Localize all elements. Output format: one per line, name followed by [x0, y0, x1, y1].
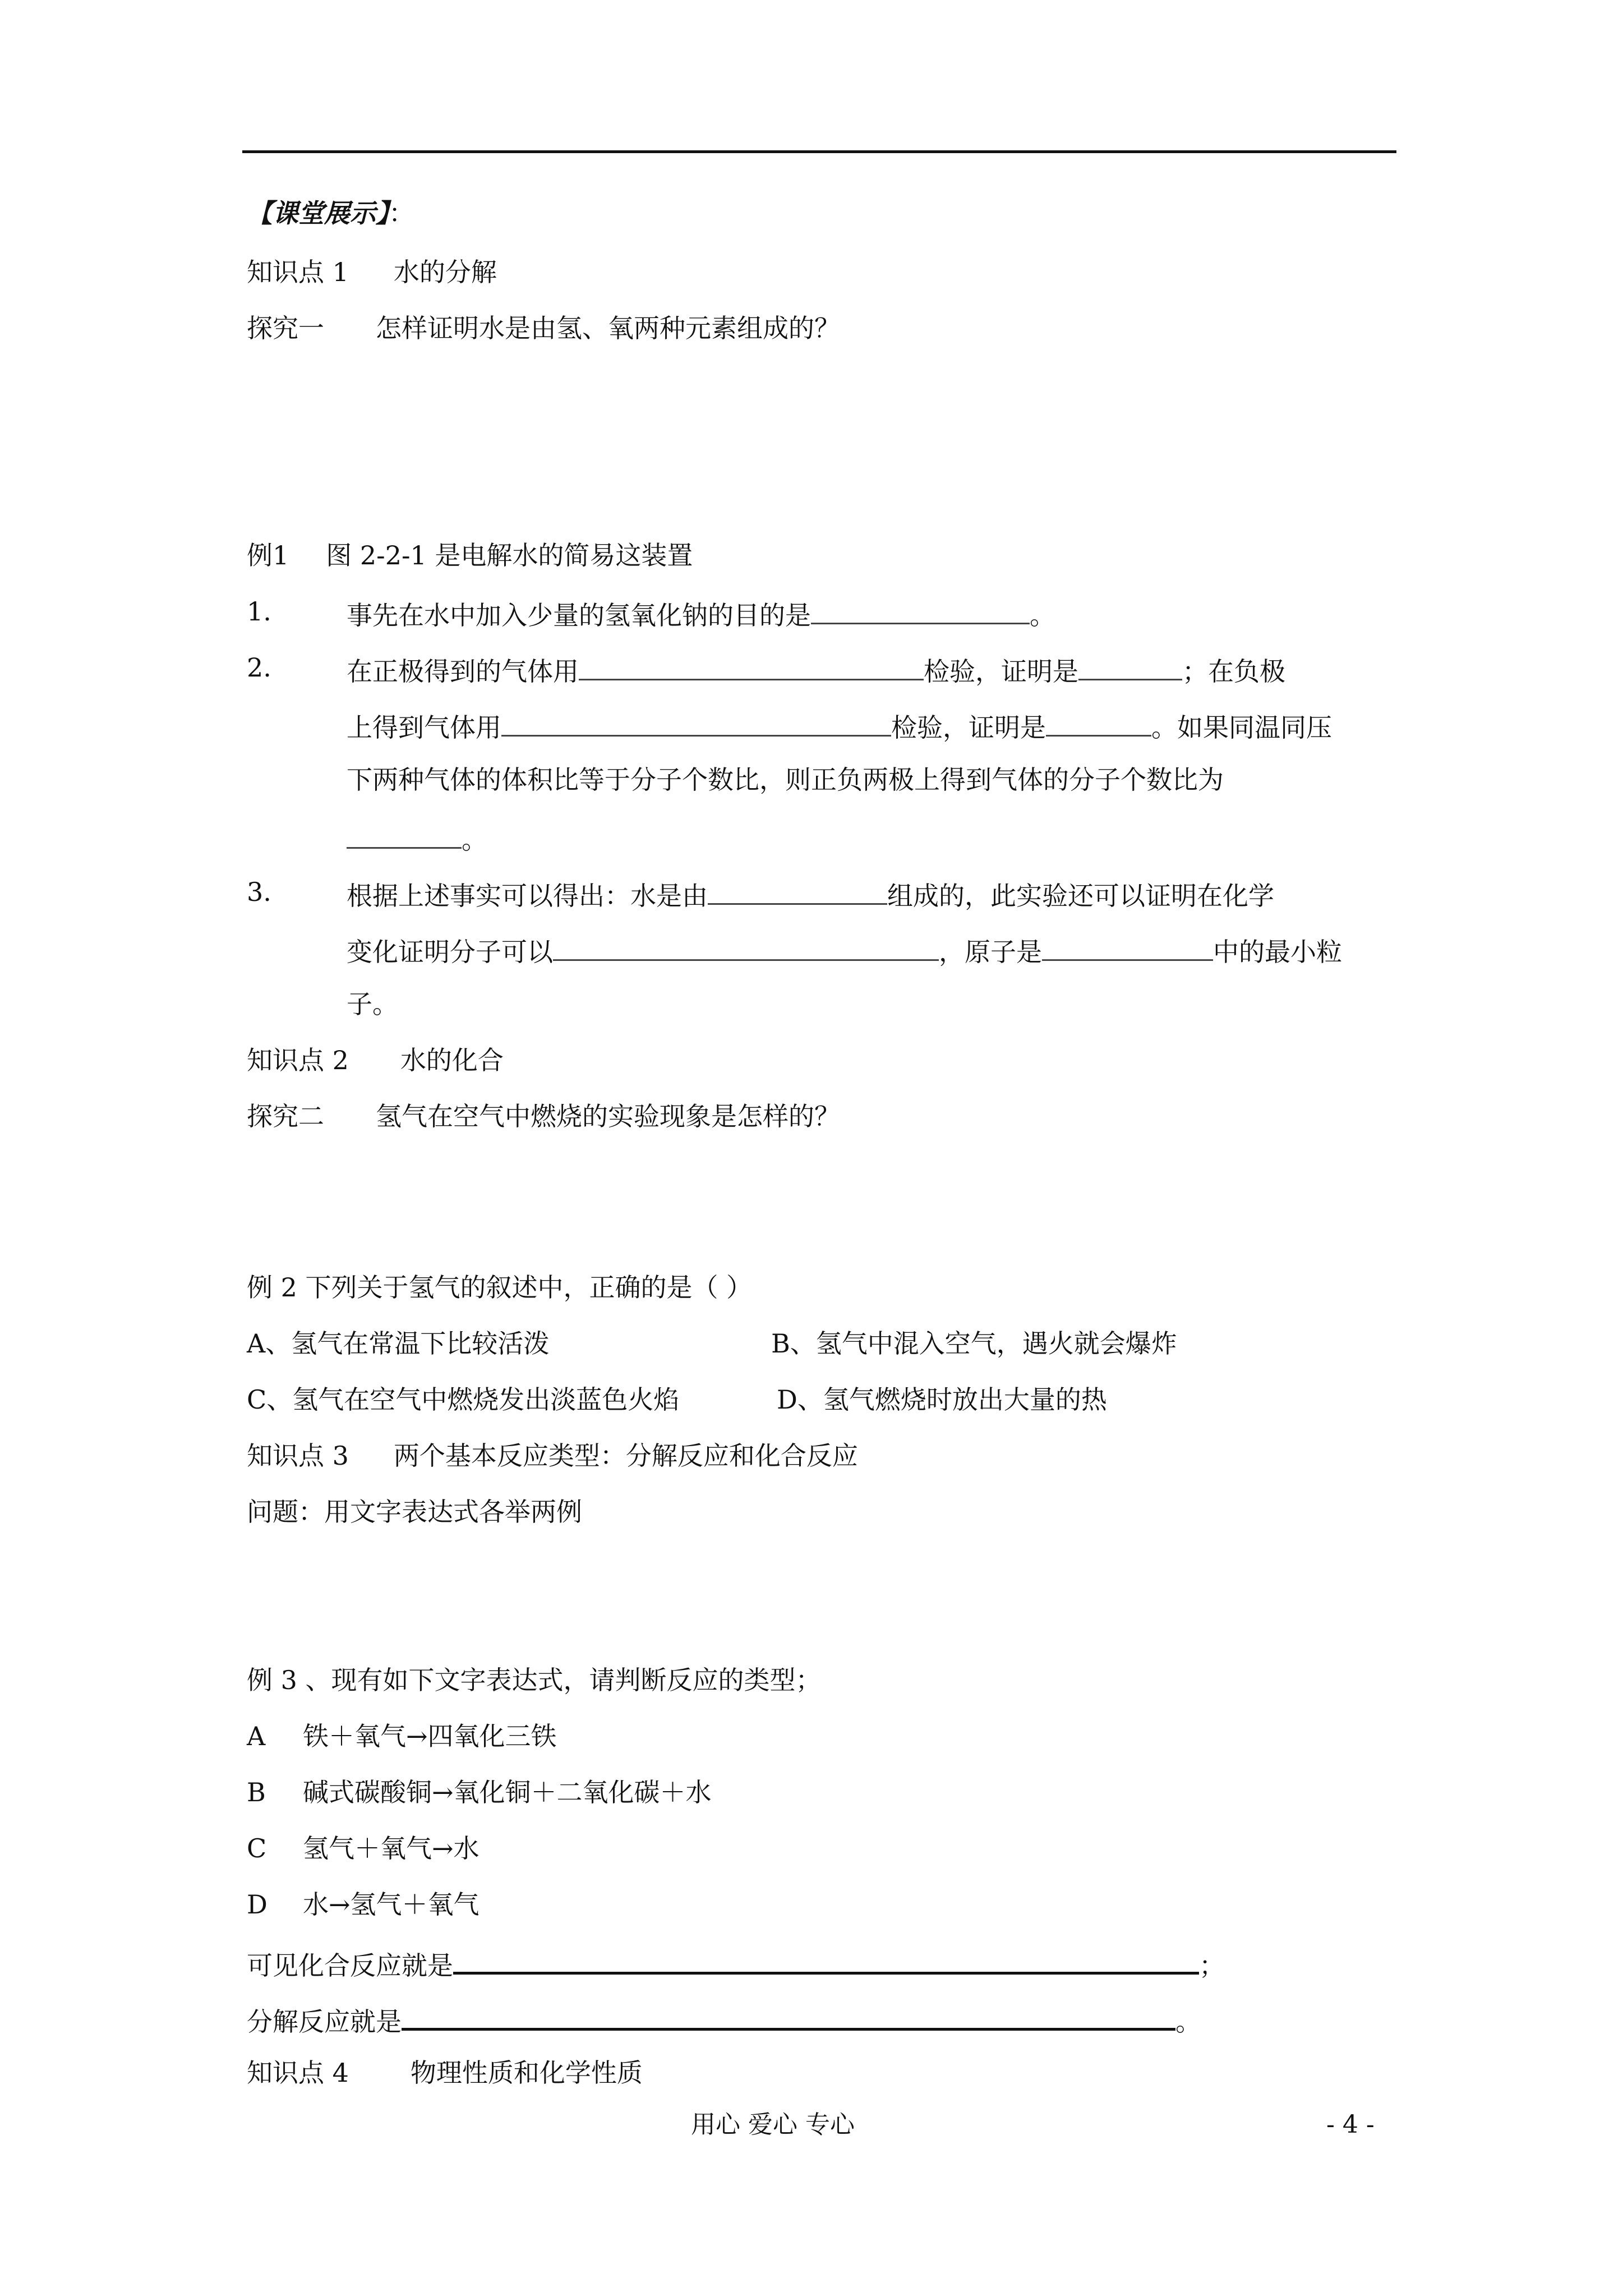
- knowledge-point-title: 水的化合: [400, 1045, 504, 1075]
- knowledge-point-4: [247, 2056, 643, 2090]
- reaction-item: [247, 1719, 557, 1753]
- answer-blank[interactable]: [579, 651, 924, 680]
- knowledge-point-label: 知识点 1: [247, 257, 349, 287]
- question-text: ；在负极: [1182, 656, 1285, 687]
- section-title-suffix: ：: [389, 198, 414, 228]
- question-3-line-3: [347, 987, 398, 1021]
- explore-2: [247, 1099, 840, 1133]
- question-text: 变化证明分子可以: [347, 937, 553, 967]
- reaction-item: [247, 1775, 712, 1809]
- question-text: 事先在水中加入少量的氢氧化钠的目的是: [347, 600, 811, 631]
- question-number: 1.: [247, 596, 271, 627]
- answer-blank[interactable]: [402, 2000, 1175, 2031]
- question-text: 在正极得到的气体用: [347, 656, 579, 687]
- knowledge-point-3: [247, 1439, 858, 1473]
- reaction-letter: D: [247, 1889, 268, 1920]
- example-label: 例1: [247, 540, 289, 570]
- question-end: 。: [1030, 600, 1055, 631]
- question-end: 。: [1175, 2007, 1201, 2037]
- reaction-item: [247, 1888, 479, 1921]
- knowledge-point-2: [247, 1043, 504, 1077]
- reaction-text: 碱式碳酸铜→氧化铜＋二氧化碳＋水: [303, 1777, 712, 1807]
- question-text: 上得到气体用: [347, 712, 501, 743]
- explore-label: 探究二: [247, 1101, 324, 1131]
- header-rule: [242, 150, 1396, 153]
- question-text: 分解反应就是: [247, 2007, 402, 2037]
- question-text: 可见化合反应就是: [247, 1950, 453, 1981]
- section-header: [247, 196, 414, 230]
- question-text: 子。: [347, 989, 398, 1019]
- reaction-letter: A: [247, 1721, 266, 1751]
- question-3-line-1: [347, 875, 1274, 913]
- reaction-letter: C: [247, 1833, 267, 1864]
- question-text: 。: [462, 825, 487, 855]
- answer-blank[interactable]: [708, 875, 887, 905]
- answer-blank[interactable]: [1078, 651, 1182, 680]
- question-end: ；: [1199, 1950, 1225, 1981]
- question-text: 下两种气体的体积比等于分子个数比，则正负两极上得到气体的分子个数比为: [347, 765, 1224, 795]
- explore-question: 怎样证明水是由氢、氧两种元素组成的？: [376, 313, 840, 343]
- example-1-title: [247, 539, 693, 572]
- reaction-item: [247, 1832, 479, 1865]
- answer-blank[interactable]: [1042, 931, 1213, 961]
- footer-motto: 用心 爱心 专心: [691, 2110, 855, 2139]
- answer-blank[interactable]: [501, 707, 891, 737]
- reaction-letter: B: [247, 1777, 266, 1807]
- explore-question: 氢气在空气中燃烧的实验现象是怎样的？: [376, 1101, 840, 1131]
- question-text: 根据上述事实可以得出：水是由: [347, 881, 708, 911]
- question-2-line-3: [347, 763, 1224, 797]
- page-number: - 4 -: [1326, 2110, 1375, 2139]
- knowledge-point-title: 两个基本反应类型：分解反应和化合反应: [393, 1441, 858, 1471]
- question-1: [347, 595, 1055, 632]
- knowledge-point-title: 水的分解: [393, 257, 497, 287]
- answer-blank[interactable]: [811, 595, 1030, 624]
- knowledge-point-1: [247, 255, 497, 289]
- question-number: 2.: [247, 652, 271, 683]
- question-text: 检验，证明是: [924, 656, 1078, 687]
- question-text: 。如果同温同压: [1151, 712, 1332, 743]
- question-prompt: 问题：用文字表达式各举两例: [247, 1497, 582, 1527]
- knowledge-point-label: 知识点 2: [247, 1045, 349, 1075]
- answer-blank[interactable]: [347, 819, 462, 849]
- section-title: 【课堂展示】: [247, 198, 389, 228]
- explore-label: 探究一: [247, 313, 324, 343]
- knowledge-point-title: 物理性质和化学性质: [410, 2058, 643, 2088]
- answer-blank[interactable]: [1046, 707, 1151, 737]
- question-2-line-4: [347, 819, 487, 857]
- option-d: D、氢气燃烧时放出大量的热: [777, 1384, 1107, 1415]
- question-2-line-2: [347, 707, 1332, 744]
- example-title: 图 2-2-1 是电解水的简易这装置: [326, 540, 693, 570]
- explore-1: [247, 311, 840, 345]
- question-text: ，原子是: [939, 937, 1042, 967]
- question-number: 3.: [247, 877, 271, 907]
- question-text: 检验，证明是: [891, 712, 1046, 743]
- question-3-line-2: [347, 931, 1342, 969]
- combination-definition: [247, 1944, 1225, 1982]
- decomposition-definition: [247, 2000, 1201, 2039]
- answer-blank[interactable]: [553, 931, 939, 961]
- reaction-text: 氢气＋氧气→水: [303, 1833, 479, 1864]
- option-b: B、氢气中混入空气，遇火就会爆炸: [771, 1328, 1177, 1359]
- question-text: 中的最小粒: [1213, 937, 1342, 967]
- option-c: C、氢气在空气中燃烧发出淡蓝色火焰: [247, 1384, 680, 1415]
- reaction-text: 水→氢气＋氧气: [303, 1889, 479, 1920]
- knowledge-point-label: 知识点 4: [247, 2058, 349, 2088]
- example-2-stem: 例 2 下列关于氢气的叙述中，正确的是（ ）: [247, 1272, 753, 1303]
- knowledge-point-label: 知识点 3: [247, 1441, 349, 1471]
- question-text: 组成的，此实验还可以证明在化学: [887, 881, 1274, 911]
- option-a: A、氢气在常温下比较活泼: [247, 1328, 550, 1359]
- question-2-line-1: [347, 651, 1285, 688]
- example-3-stem: 例 3 、现有如下文字表达式，请判断反应的类型；: [247, 1665, 822, 1695]
- answer-blank[interactable]: [453, 1944, 1199, 1975]
- reaction-text: 铁＋氧气→四氧化三铁: [303, 1721, 557, 1751]
